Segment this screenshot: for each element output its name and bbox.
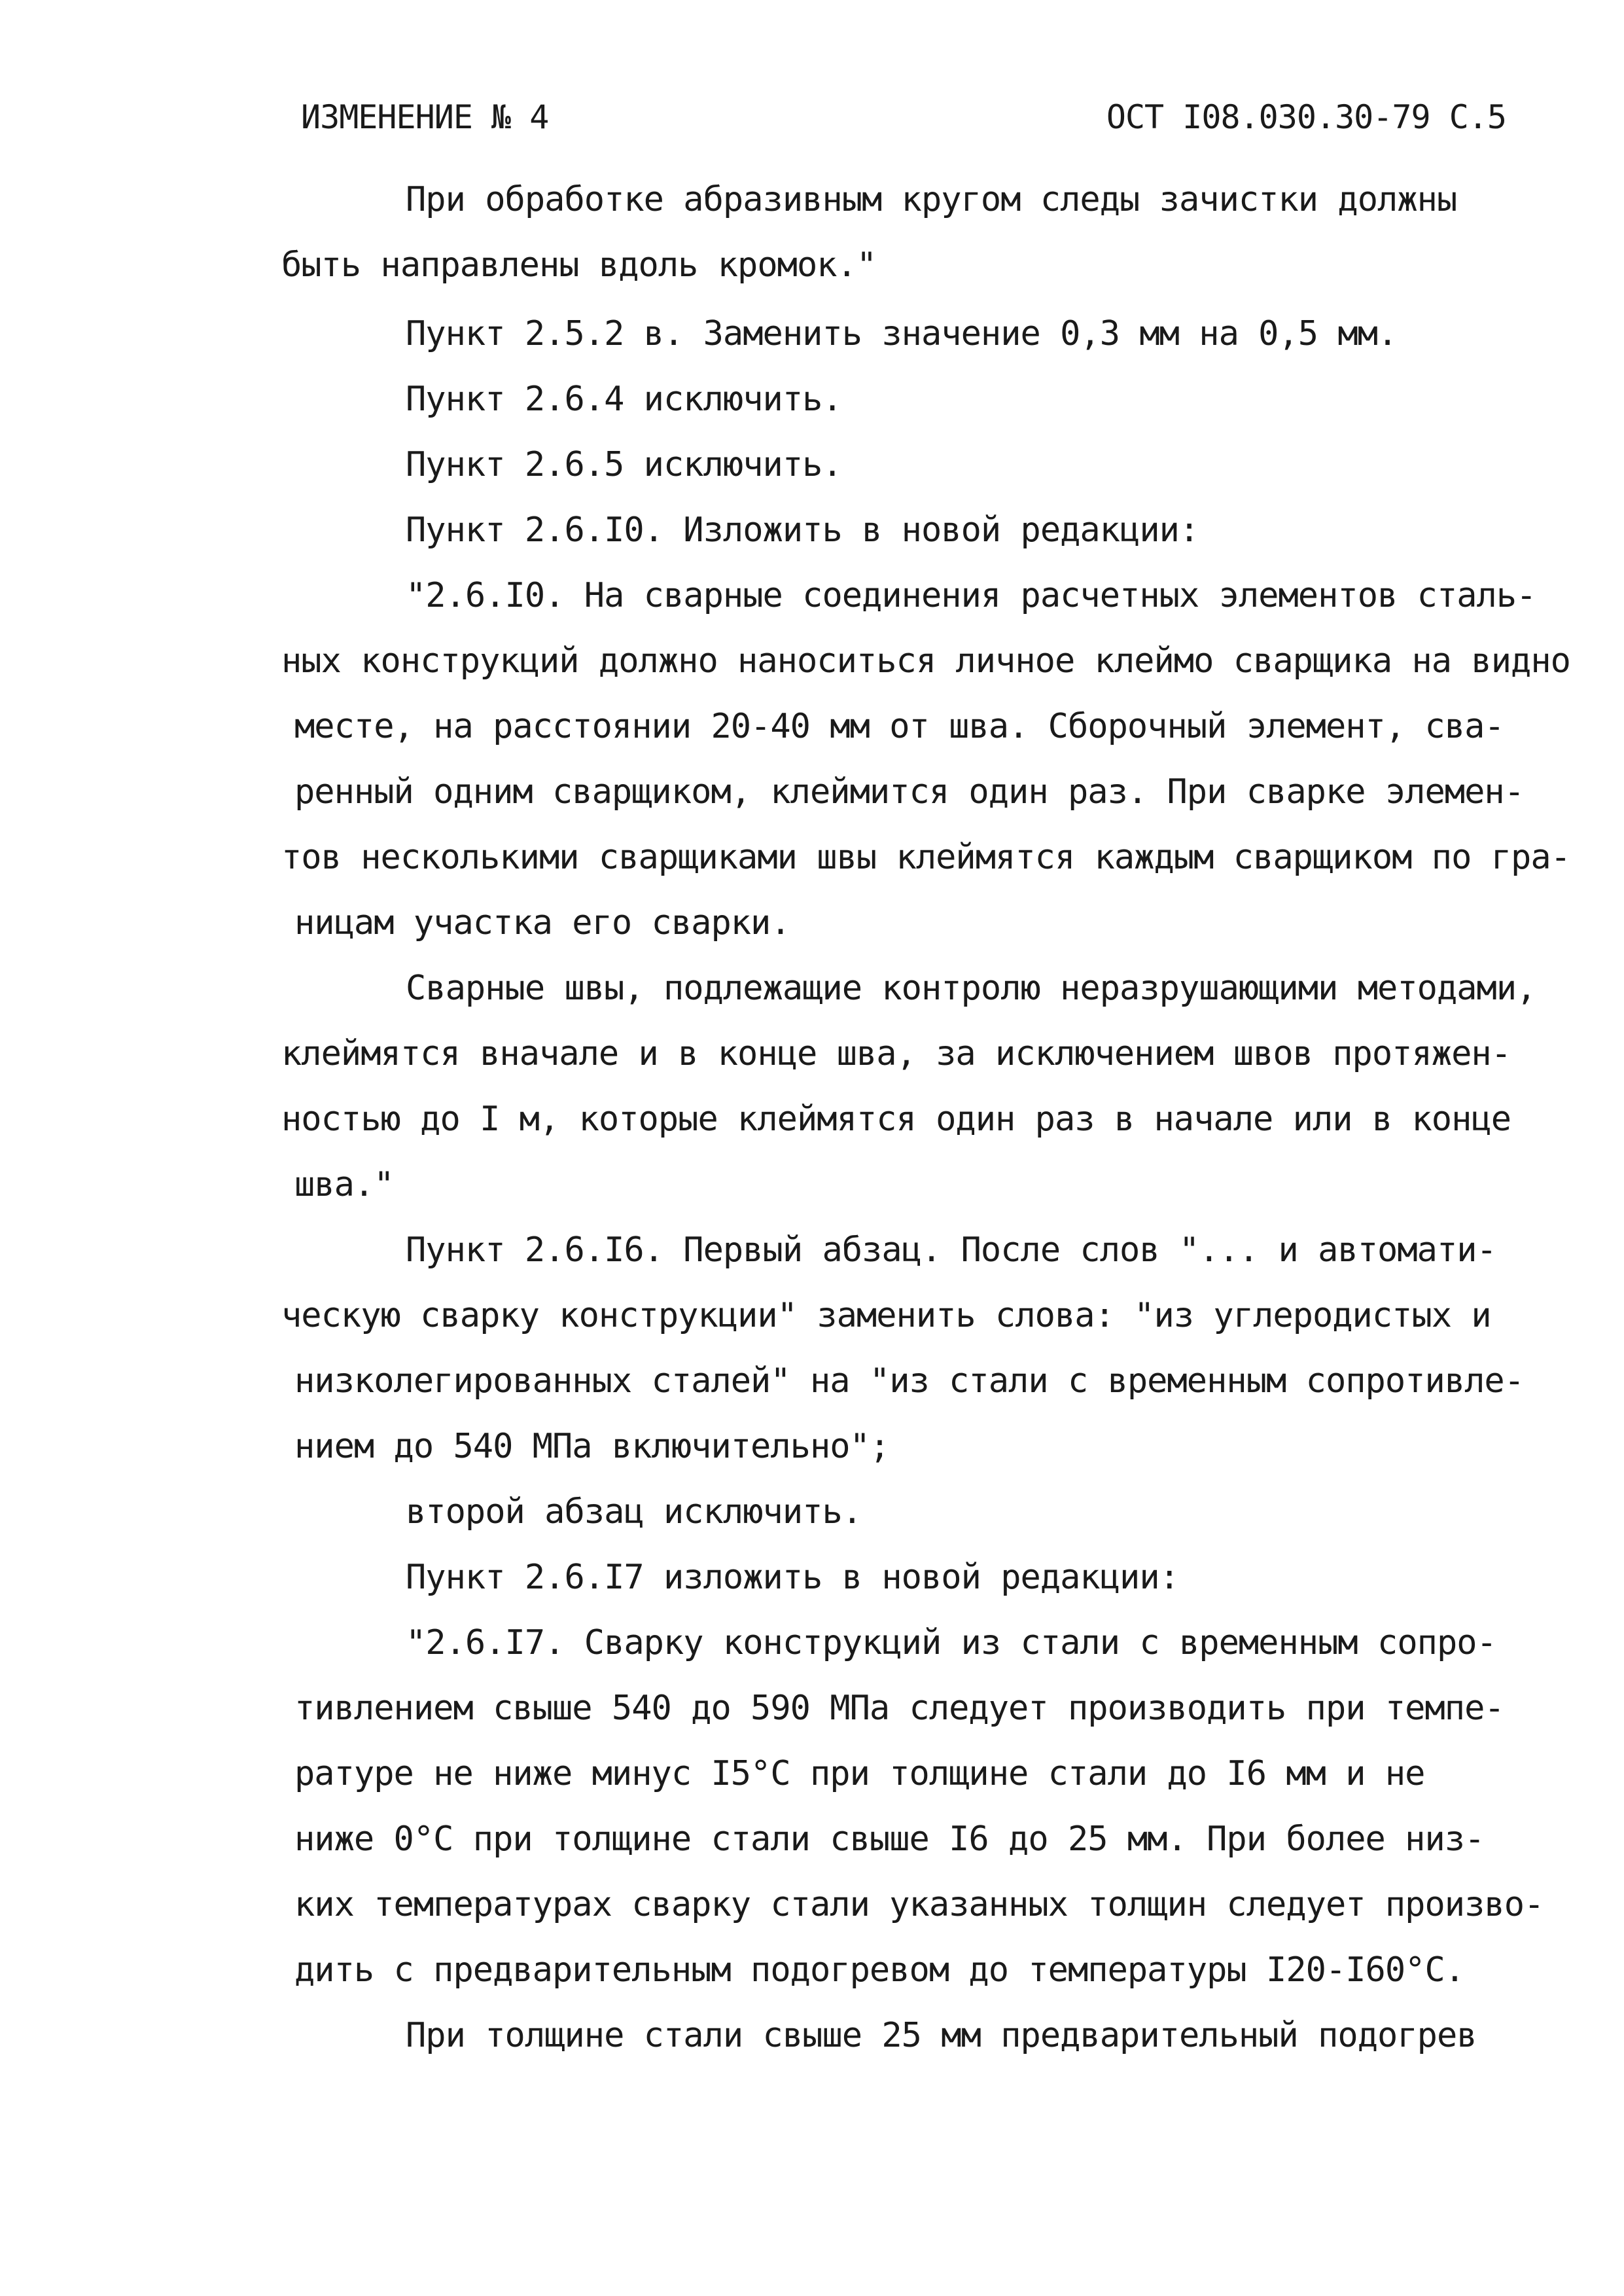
text-line: Пункт 2.6.4 исключить.	[406, 380, 842, 419]
text-line: Пункт 2.6.5 исключить.	[406, 445, 842, 484]
text-line: Пункт 2.6.I6. Первый абзац. После слов "... и автомати-	[406, 1230, 1496, 1270]
text-line: тов несколькими сварщиками швы клеймятся каждым сварщиком по гра-	[281, 838, 1570, 877]
change-number: ИЗМЕНЕНИЕ № 4	[301, 98, 549, 136]
text-line: второй абзац исключить.	[406, 1492, 862, 1532]
text-line: При толщине стали свыше 25 мм предварительный подогрев	[406, 2016, 1477, 2055]
text-line: клеймятся вначале и в конце шва, за исключением швов протяжен-	[281, 1034, 1511, 1073]
text-line: Пункт 2.6.I0. Изложить в новой редакции:	[406, 511, 1199, 550]
text-line: ных конструкций должно наноситься личное клеймо сварщика на видно	[281, 641, 1570, 681]
text-line: При обработке абразивным кругом следы зачистки должны	[406, 180, 1457, 219]
text-line: шва."	[294, 1165, 394, 1204]
text-line: низколегированных сталей" на "из стали с временным сопротивле-	[294, 1361, 1525, 1401]
text-line: "2.6.I0. На сварные соединения расчетных элементов сталь-	[406, 576, 1536, 615]
text-line: тивлением свыше 540 до 590 МПа следует производить при темпе-	[294, 1689, 1504, 1728]
text-line: ностью до I м, которые клеймятся один раз в начале или в конце	[281, 1100, 1511, 1139]
text-line: Сварные швы, подлежащие контролю неразрушающими методами,	[406, 969, 1536, 1008]
text-line: дить с предварительным подогревом до температуры I20-I60°С.	[294, 1950, 1465, 1990]
page-header	[301, 98, 1506, 144]
text-line: Пункт 2.5.2 в. Заменить значение 0,3 мм на 0,5 мм.	[406, 314, 1398, 353]
text-line: быть направлены вдоль кромок."	[281, 245, 877, 285]
text-line: нием до 540 МПа включительно";	[294, 1427, 890, 1466]
text-line: ницам участка его сварки.	[294, 903, 790, 942]
text-line: ниже 0°С при толщине стали свыше I6 до 25 мм. При более низ-	[294, 1820, 1485, 1859]
text-line: Пункт 2.6.I7 изложить в новой редакции:	[406, 1558, 1179, 1597]
text-line: месте, на расстоянии 20-40 мм от шва. Сборочный элемент, сва-	[294, 707, 1504, 746]
text-line: ратуре не ниже минус I5°С при толщине стали до I6 мм и не	[294, 1754, 1425, 1793]
text-line: ческую сварку конструкции" заменить слова: "из углеродистых и	[281, 1296, 1491, 1335]
standard-designation: ОСТ I08.030.30-79 С.5	[1106, 98, 1506, 136]
text-line: ких температурах сварку стали указанных толщин следует произво-	[294, 1885, 1544, 1924]
text-line: "2.6.I7. Сварку конструкций из стали с временным сопро-	[406, 1623, 1496, 1662]
text-line: ренный одним сварщиком, клеймится один раз. При сварке элемен-	[294, 772, 1525, 812]
